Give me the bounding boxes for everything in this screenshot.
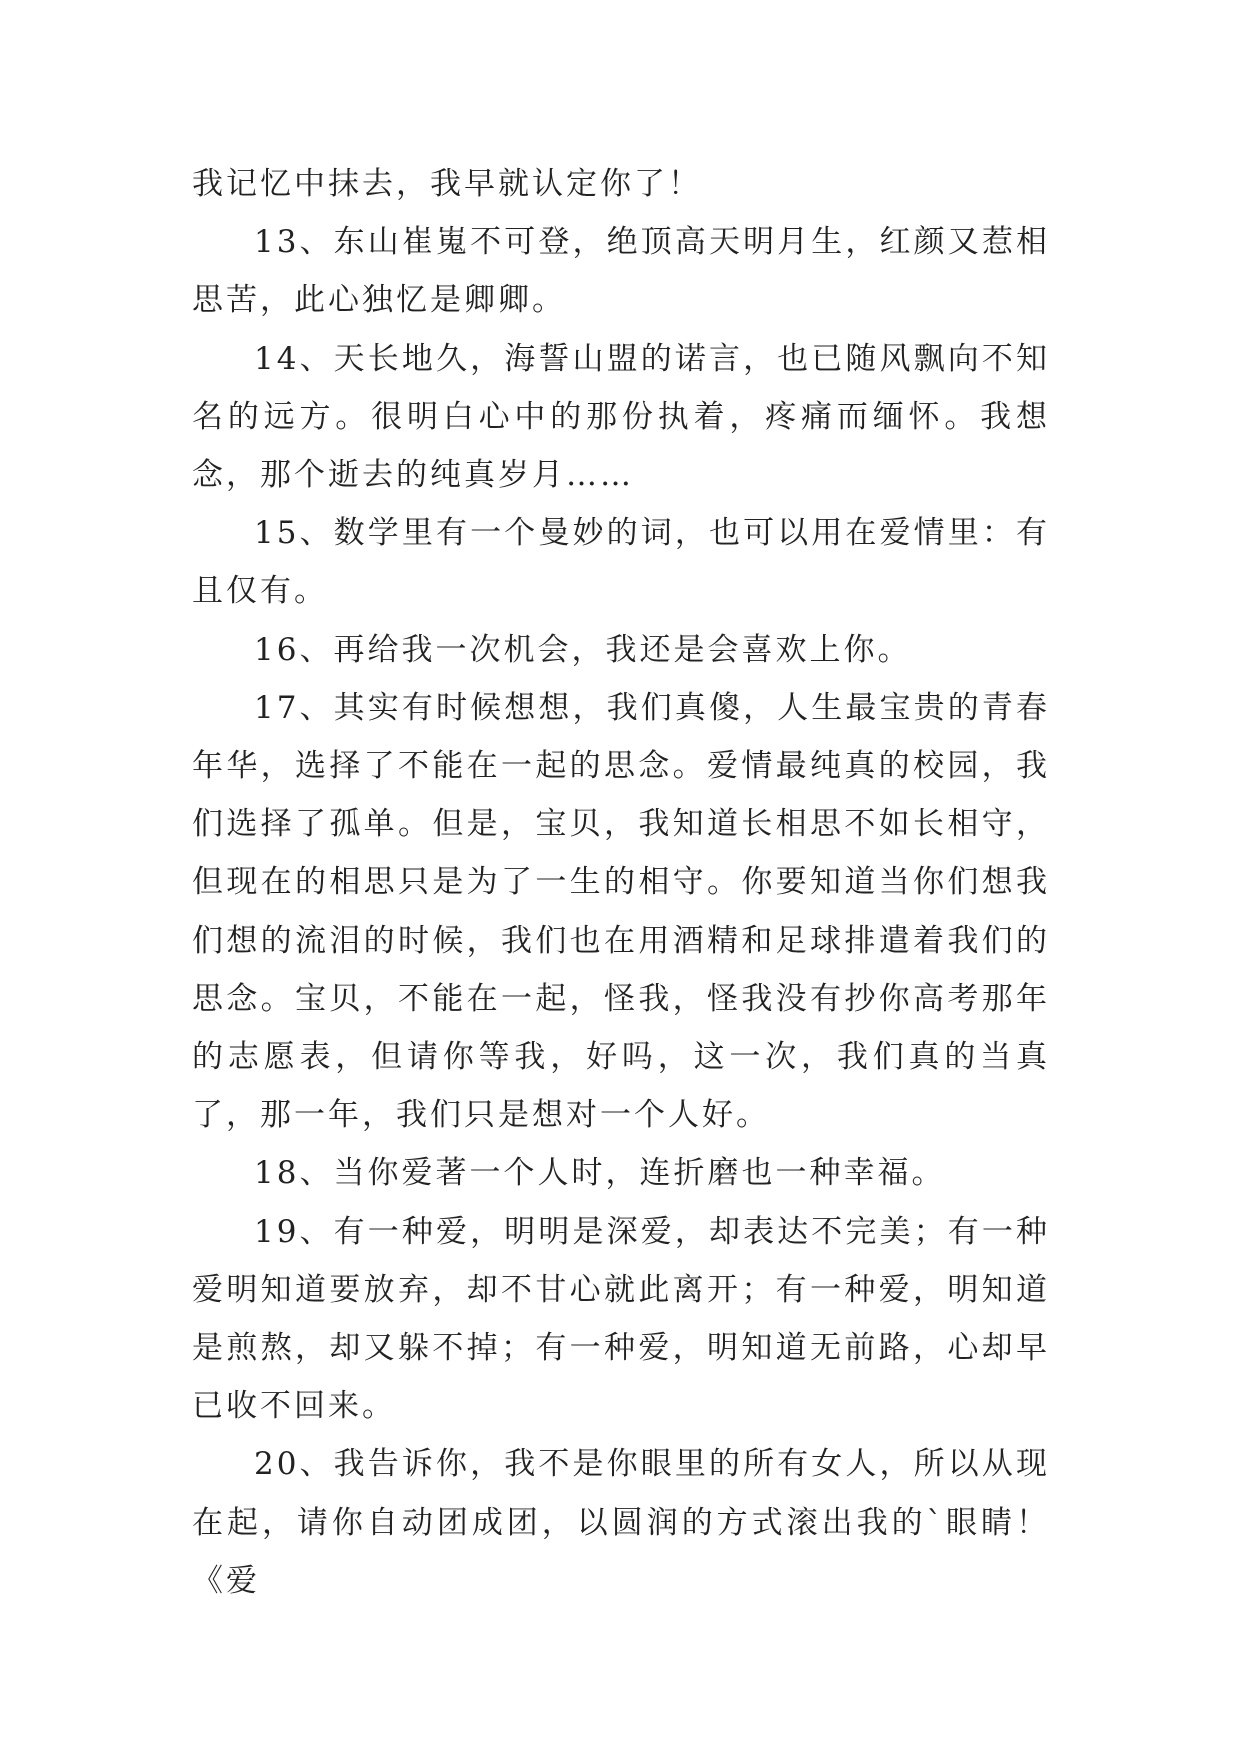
paragraph-20: 20、我告诉你，我不是你眼里的所有女人，所以从现在起，请你自动团成团，以圆润的方式滚出我的`眼睛！ 《爱: [192, 1446, 1050, 1599]
paragraph-14: 14、天长地久，海誓山盟的诺言，也已随风飘向不知名的远方。很明白心中的那份执着，疼痛而缅怀。我想念，那个逝去的纯真岁月……: [192, 340, 1050, 494]
paragraph-13: 13、东山崔嵬不可登，绝顶高天明月生，红颜又惹相思苦，此心独忆是卿卿。: [192, 224, 1050, 319]
paragraph-12-continuation: 我记忆中抹去，我早就认定你了！: [192, 166, 702, 202]
paragraph-17: 17、其实有时候想想，我们真傻，人生最宝贵的青春年华，选择了不能在一起的思念。爱情最纯真的校园，我们选择了孤单。但是，宝贝，我知道长相思不如长相守，但现在的相思只是为了一生的相守。你要知道当你们想我们想的流泪的时候，我们也在用酒精和足球排遣着我们的思念。宝贝，不能在一起，怪我，怪我没有抄你高考那年的志愿表，但请你等我，好吗，这一次，我们真的当真了，那一年，我们只是想对一个人好。: [192, 689, 1050, 1134]
document-body: [192, 155, 1050, 1610]
paragraph-18: 18、当你爱著一个人时，连折磨也一种幸福。: [254, 1155, 946, 1192]
paragraph-15: 15、数学里有一个曼妙的词，也可以用在爱情里：有且仅有。: [192, 515, 1050, 610]
paragraph-19: 19、有一种爱，明明是深爱，却表达不完美；有一种爱明知道要放弃，却不甘心就此离开；有一种爱，明知道是煎熬，却又躲不掉；有一种爱，明知道无前路，心却早已收不回来。: [192, 1213, 1050, 1425]
paragraph-16: 16、再给我一次机会，我还是会喜欢上你。: [254, 631, 912, 668]
